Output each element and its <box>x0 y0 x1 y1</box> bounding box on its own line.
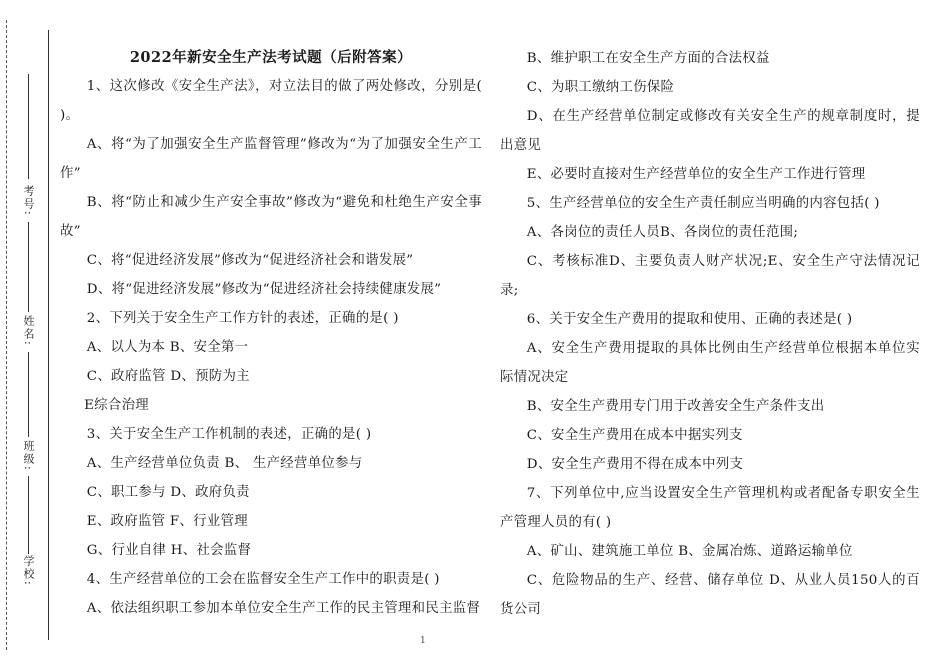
question-2-options-ab: A、以人为本 B、安全第一 <box>86 340 249 355</box>
question-7-options-ab: A、矿山、建筑施工单位 B、金属冶炼、道路运输单位 <box>526 544 853 559</box>
question-3: 3、关于安全生产工作机制的表述，正确的是( ) <box>86 427 372 442</box>
question-3-options-gh: G、行业自律 H、社会监督 <box>86 543 252 558</box>
question-5-options-cde: C、考核标准D、主要负责人财产状况;E、安全生产守法情况记录; <box>500 254 920 298</box>
school-label: 学校: <box>22 555 35 587</box>
cut-line <box>6 20 7 650</box>
question-6-option-c: C、安全生产费用在成本中据实列支 <box>526 428 743 443</box>
class-label: 班级: <box>22 440 35 472</box>
question-1: 1、这次修改《安全生产法》，对立法目的做了两处修改，分别是( )。 <box>60 79 482 123</box>
class-field <box>14 440 42 472</box>
question-4-option-e: E、必要时直接对生产经营单位的安全生产工作进行管理 <box>526 167 866 182</box>
question-6: 6、关于安全生产费用的提取和使用、正确的表述是( ) <box>526 312 853 327</box>
question-1-option-c: C、将“促进经济发展”修改为“促进经济社会和谐发展” <box>86 253 414 268</box>
school-blank <box>28 476 30 554</box>
name-field <box>14 315 42 347</box>
right-column <box>500 44 920 624</box>
question-2: 2、下列关于安全生产工作方针的表述，正确的是( ) <box>86 311 399 326</box>
question-4-option-b: B、维护职工在安全生产方面的合法权益 <box>526 51 770 66</box>
question-1-option-a: A、将“为了加强安全生产监督管理”修改为“为了加强安全生产工作” <box>60 137 482 181</box>
question-4-option-a: A、依法组织职工参加本单位安全生产工作的民主管理和民主监督 <box>86 601 481 616</box>
question-5: 5、生产经营单位的安全生产责任制应当明确的内容包括( ) <box>526 196 880 211</box>
binding-margin <box>0 0 50 671</box>
exam-number-blank <box>28 74 30 179</box>
left-column <box>60 44 482 623</box>
question-4: 4、生产经营单位的工会在监督安全生产工作中的职责是( ) <box>86 572 440 587</box>
page-number: 1 <box>420 636 426 646</box>
question-3-options-ef: E、政府监管 F、行业管理 <box>86 514 248 529</box>
name-label: 姓名: <box>22 315 35 347</box>
question-3-options-ab: A、生产经营单位负责 B、 生产经营单位参与 <box>86 456 363 471</box>
margin-rule <box>48 30 49 640</box>
question-2-option-e: E综合治理 <box>84 398 149 413</box>
exam-number-label: 考号: <box>22 185 35 217</box>
question-6-option-b: B、安全生产费用专门用于改善安全生产条件支出 <box>526 399 825 414</box>
page-title: 2022年新安全生产法考试题（后附答案） <box>129 49 413 66</box>
name-blank <box>28 222 30 312</box>
question-4-option-d: D、在生产经营单位制定或修改有关安全生产的规章制度时，提出意见 <box>500 109 920 153</box>
class-blank <box>28 352 30 437</box>
question-6-option-d: D、安全生产费用不得在成本中列支 <box>526 457 744 472</box>
question-4-option-c: C、为职工缴纳工伤保险 <box>526 80 675 95</box>
question-1-option-d: D、将“促进经济发展”修改为“促进经济社会持续健康发展” <box>86 282 442 297</box>
question-2-options-cd: C、政府监管 D、预防为主 <box>86 369 250 384</box>
question-3-options-cd: C、职工参与 D、政府负责 <box>86 485 250 500</box>
question-7-options-cd: C、危险物品的生产、经营、储存单位 D、从业人员150人的百货公司 <box>500 573 920 617</box>
question-6-option-a: A、安全生产费用提取的具体比例由生产经营单位根据本单位实际情况决定 <box>500 341 920 385</box>
exam-number-field <box>14 185 42 217</box>
school-field <box>14 555 42 587</box>
question-7: 7、下列单位中,应当设置安全生产管理机构或者配备专职安全生产管理人员的有( ) <box>500 486 920 530</box>
question-1-option-b: B、将“防止和减少生产安全事故”修改为“避免和杜绝生产安全事故” <box>60 195 482 239</box>
question-5-options-ab: A、各岗位的责任人员B、各岗位的责任范围; <box>526 225 799 240</box>
